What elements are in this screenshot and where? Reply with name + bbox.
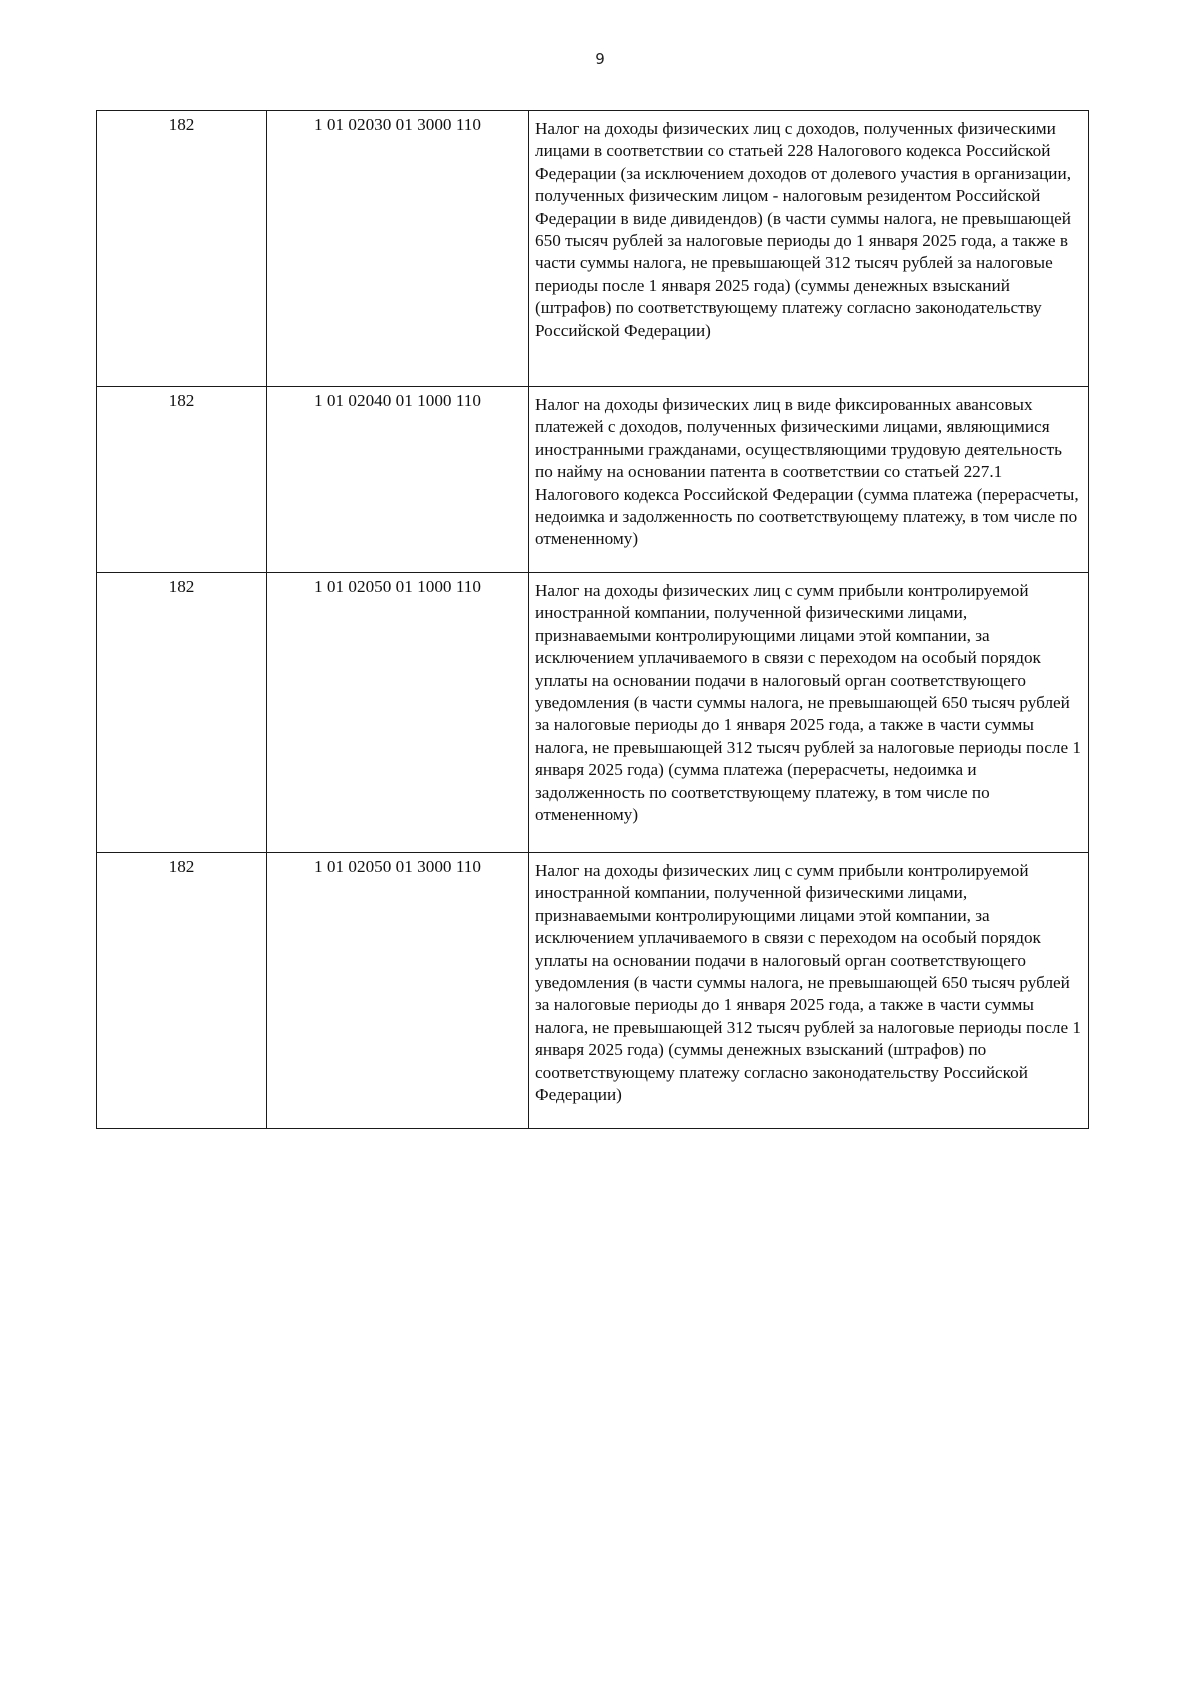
description-cell: Налог на доходы физических лиц с доходов, полученных физическими лицами в соответствии со статьей 228 Налогового кодекса Российской Федерации (за исключением доходов от долевого участия в организации, полученных физическим лицом - налоговым резидентом Российской Федерации в виде дивидендов) (в части суммы налога, не превышающей 650 тысяч рублей за налоговые периоды до 1 января 2025 года, а также в части суммы налога, не превышающей 312 тысяч рублей за налоговые периоды после 1 января 2025 года) (суммы денежных взысканий (штрафов) по соответствующему платежу согласно законодательству Российской Федерации) bbox=[529, 111, 1089, 387]
admin-code-cell: 182 bbox=[97, 387, 267, 573]
budget-code-cell: 1 01 02050 01 1000 110 bbox=[267, 573, 529, 853]
table-row bbox=[97, 387, 1089, 573]
budget-code-cell: 1 01 02030 01 3000 110 bbox=[267, 111, 529, 387]
table-row bbox=[97, 853, 1089, 1129]
description-cell: Налог на доходы физических лиц в виде фиксированных авансовых платежей с доходов, полученных физическими лицами, являющимися иностранными гражданами, осуществляющими трудовую деятельность по найму на основании патента в соответствии со статьей 227.1 Налогового кодекса Российской Федерации (сумма платежа (перерасчеты, недоимка и задолженность по соответствующему платежу, в том числе по отмененному) bbox=[529, 387, 1089, 573]
admin-code-cell: 182 bbox=[97, 853, 267, 1129]
page-number: 9 bbox=[595, 50, 605, 68]
admin-code-cell: 182 bbox=[97, 573, 267, 853]
description-cell: Налог на доходы физических лиц с сумм прибыли контролируемой иностранной компании, полученной физическими лицами, признаваемыми контролирующими лицами этой компании, за исключением уплачиваемого в связи с переходом на особый порядок уплаты на основании подачи в налоговый орган соответствующего уведомления (в части суммы налога, не превышающей 650 тысяч рублей за налоговые периоды до 1 января 2025 года, а также в части суммы налога, не превышающей 312 тысяч рублей за налоговые периоды после 1 января 2025 года) (сумма платежа (перерасчеты, недоимка и задолженность по соответствующему платежу, в том числе по отмененному) bbox=[529, 573, 1089, 853]
budget-code-cell: 1 01 02040 01 1000 110 bbox=[267, 387, 529, 573]
budget-code-cell: 1 01 02050 01 3000 110 bbox=[267, 853, 529, 1129]
table-row bbox=[97, 111, 1089, 387]
description-cell: Налог на доходы физических лиц с сумм прибыли контролируемой иностранной компании, полученной физическими лицами, признаваемыми контролирующими лицами этой компании, за исключением уплачиваемого в связи с переходом на особый порядок уплаты на основании подачи в налоговый орган соответствующего уведомления (в части суммы налога, не превышающей 650 тысяч рублей за налоговые периоды до 1 января 2025 года, а также в части суммы налога, не превышающей 312 тысяч рублей за налоговые периоды после 1 января 2025 года) (суммы денежных взысканий (штрафов) по соответствующему платежу согласно законодательству Российской Федерации) bbox=[529, 853, 1089, 1129]
admin-code-cell: 182 bbox=[97, 111, 267, 387]
budget-codes-table bbox=[96, 110, 1089, 1129]
table-row bbox=[97, 573, 1089, 853]
